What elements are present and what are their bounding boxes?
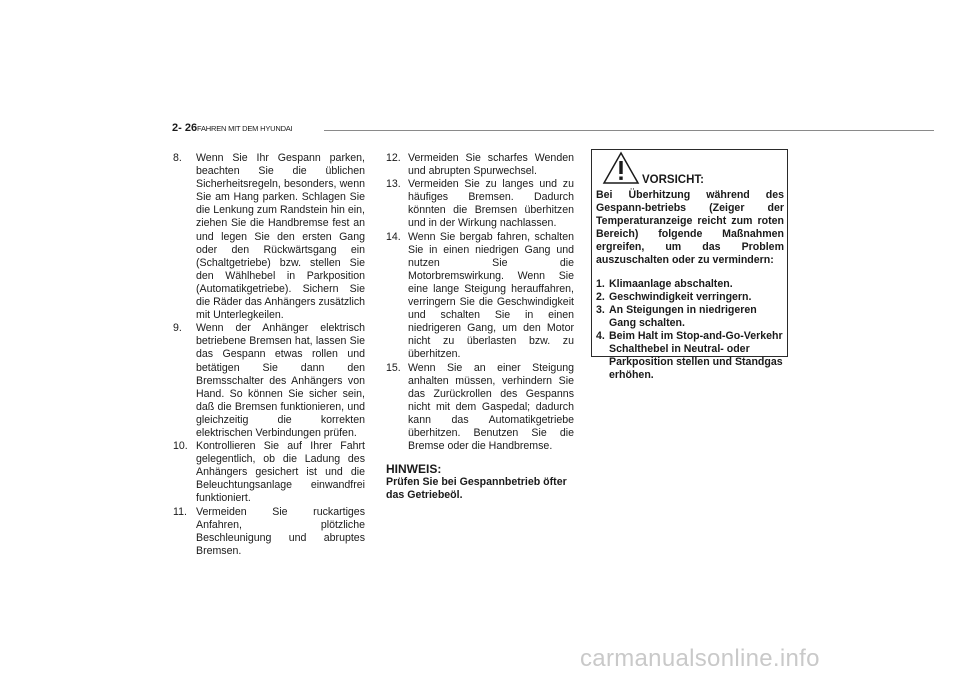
list-item	[173, 322, 365, 440]
page-header	[172, 122, 782, 136]
caution-intro: Bei Überhitzung während des Gespann-betriebs (Zeiger der Temperaturanzeige reicht zum roten Bereich) folgende Maßnahmen ergreifen, um das Problem auszuschalten oder zu vermindern:	[596, 189, 784, 266]
item-number: 8.	[173, 152, 182, 164]
caution-step	[596, 330, 784, 382]
middle-column	[386, 152, 574, 501]
item-text: Kontrollieren Sie auf Ihrer Fahrt gelegentlich, ob die Ladung des Anhängers gesichert ist und die Beleuchtungsanlage einwandfrei funktioniert.	[196, 440, 365, 505]
item-number: 9.	[173, 322, 182, 335]
page-number: 2- 26	[172, 122, 198, 134]
step-number: 1.	[596, 278, 605, 291]
item-text: Wenn Sie bergab fahren, schalten Sie in einen niedrigen Gang und nutzen Sie die Motorbremswirkung. Wenn Sie eine lange Steigung herauffahren, verringern Sie die Geschwindigkeit und schalten Sie in einen niedrigeren Gang, um den Motor nicht zu überlasten bzw. zu überhitzen.	[408, 230, 574, 361]
step-text: Beim Halt im Stop-and-Go-Verkehr Schalthebel in Neutral- oder Parkposition stellen und Standgas erhöhen.	[609, 330, 783, 381]
step-text: Geschwindigkeit verringern.	[609, 291, 752, 304]
item-number: 15.	[386, 361, 401, 374]
warning-triangle-icon	[601, 150, 641, 186]
step-text: Klimaanlage abschalten.	[609, 278, 733, 291]
item-number: 11.	[173, 505, 187, 518]
item-number: 14.	[386, 230, 401, 243]
list-item	[386, 231, 574, 362]
step-number: 4.	[596, 330, 605, 343]
step-number: 3.	[596, 304, 605, 317]
note-text: Prüfen Sie bei Gespannbetrieb öfter das Getriebeöl.	[386, 476, 567, 501]
watermark: carmanualsonline.info	[580, 645, 820, 672]
caution-step	[596, 291, 784, 304]
list-item	[386, 362, 574, 454]
caution-step	[596, 278, 784, 291]
list-item	[173, 440, 365, 505]
item-text: Vermeiden Sie zu langes und zu häufiges Bremsen. Dadurch könnten die Bremsen überhitzen und in der Wirkung nachlassen.	[408, 178, 574, 230]
item-text: Wenn der Anhänger elektrisch betriebene Bremsen hat, lassen Sie das Gespann etwas rollen und betätigen Sie dann den Bremsschalter des Anhängers von Hand. So können Sie sicher sein, daß die Bremsen funktionieren, und gleichzeitig die korrekten elektrischen Verbindungen prüfen.	[196, 322, 365, 439]
item-text: Wenn Sie an einer Steigung anhalten müssen, verhindern Sie das Zurückrollen des Gespanns nicht mit dem Gaspedal; dadurch kann das Automatikgetriebe überhitzen. Benutzen Sie die Bremse oder die Handbremse.	[408, 361, 574, 453]
list-item	[173, 506, 365, 558]
caution-steps	[596, 278, 784, 381]
item-text: Wenn Sie Ihr Gespann parken, beachten Sie die üblichen Sicherheitsregeln, besonders, wenn Sie am Hang parken. Schlagen Sie die Lenkung zum Randstein hin ein, ziehen Sie die Handbremse fest an und legen Sie den ersten Gang oder den Rückwärtsgang ein (Schaltgetriebe) bzw. stellen Sie den Wählhebel in Parkposition (Automatikgetriebe). Sichern Sie die Räder das Anhängers zusätzlich mit Unterlegkeilen.	[196, 152, 366, 322]
caution-body	[596, 189, 784, 382]
caution-step	[596, 304, 784, 330]
left-column	[173, 152, 365, 558]
item-number: 12.	[386, 152, 401, 164]
caution-title: VORSICHT:	[642, 174, 704, 186]
step-number: 2.	[596, 291, 605, 304]
list-item	[173, 152, 365, 322]
list-item	[386, 152, 574, 178]
note-heading: HINWEIS:	[386, 462, 442, 477]
item-number: 13.	[386, 178, 401, 191]
item-number: 10.	[173, 440, 188, 453]
item-text: Vermeiden Sie scharfes Wenden und abrupten Spurwechsel.	[408, 152, 574, 178]
section-title: FAHREN MIT DEM HYUNDAI	[197, 124, 293, 133]
header-divider	[324, 130, 934, 131]
caution-box	[591, 149, 788, 381]
step-text: An Steigungen in niedrigeren Gang schalten.	[609, 304, 757, 330]
item-text: Vermeiden Sie ruckartiges Anfahren, plötzliche Beschleunigung und abruptes Bremsen.	[196, 505, 365, 557]
list-item	[386, 178, 574, 230]
